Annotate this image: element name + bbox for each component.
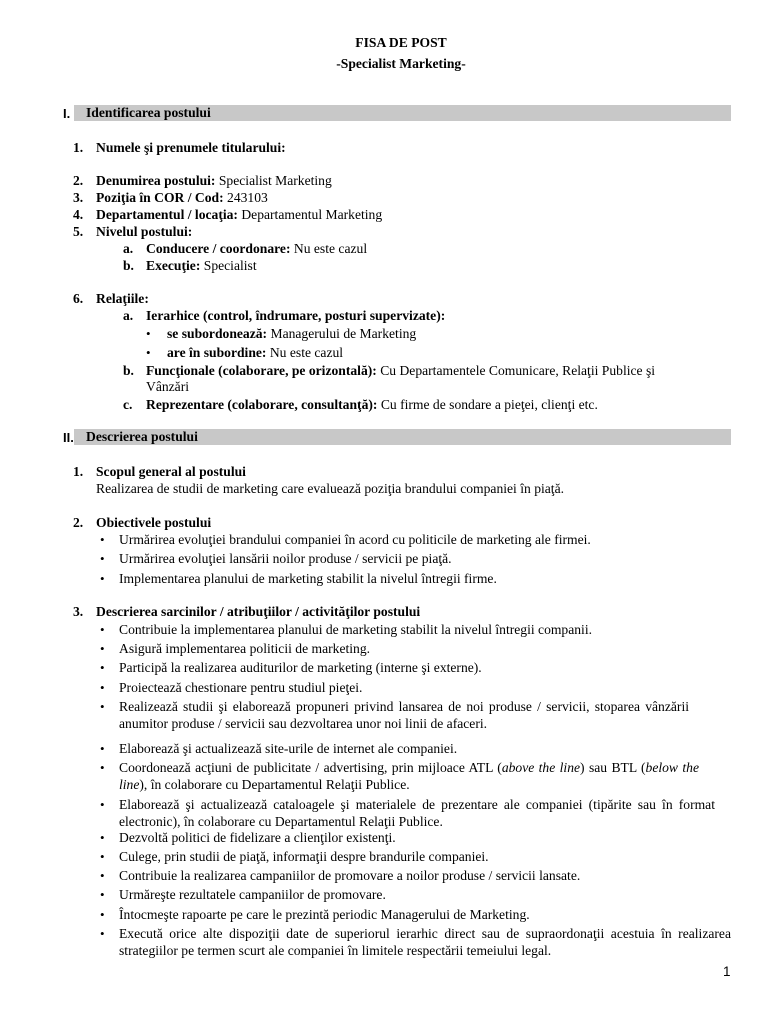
item-4 [96,206,382,223]
item-3-value: 243103 [223,190,268,205]
bullet-icon: • [100,680,105,695]
item-2-number: 2. [73,173,84,188]
sarcina-item: Întocmeşte rapoarte pe care le prezintă periodic Managerului de Marketing. [119,907,530,922]
bullet-icon: • [100,830,105,845]
section-2-number: II. [63,430,74,445]
sarcina-text: ), în colaborare cu Departamentul Relaţii Publice. [139,777,410,792]
sarcina-item: Elaborează şi actualizează cataloagele şi materialele de prezentare ale companiei (tipărite sau în format electronic), în colaborare cu Departamentul Relaţii Publice. [119,797,715,829]
sarcina-text-italic: below the line [119,760,699,792]
scop-number: 1. [73,464,84,479]
document-title: FISA DE POST [355,35,447,50]
item-6b-value: Cu Departamentele Comunicare, Relaţii Publice şi [376,363,656,378]
sarcina-item: Realizează studii şi elaborează propuneri privind lansarea de noi produse / servicii, stoparea vânzării anumitor produse / servicii sau dezvoltarea unor noi linii de afaceri. [119,699,689,731]
bullet-icon: • [100,907,105,922]
item-6b [146,362,655,379]
item-6a-2 [167,344,343,361]
bullet-icon: • [100,622,105,637]
item-5-label: Nivelul postului: [96,224,193,239]
item-5b-letter: b. [123,258,134,273]
item-3-label: Poziţia în COR / Cod: [96,190,224,205]
item-4-label: Departamentul / locaţia: [96,207,238,222]
bullet-icon: • [100,926,105,941]
sarcina-item: Elaborează şi actualizează site-urile de internet ale companiei. [119,741,458,756]
sarcina-item: Dezvoltă politici de fidelizare a clienţilor existenţi. [119,830,396,845]
scop-label: Scopul general al postului [96,464,246,479]
item-6c-letter: c. [123,397,133,412]
sarcina-item [119,759,699,793]
item-6a-letter: a. [123,308,134,323]
sarcina-item: Execută orice alte dispoziţii date de superiorul ierarhic direct sau de supraordonaţii acestuia în realizarea strategiilor pe termen scurt ale companiei în limitele respectării temeiului legal. [119,926,731,958]
bullet-icon: • [100,660,105,675]
sarcina-item: Contribuie la implementarea planului de marketing stabilit la nivelul întregii companii. [119,622,593,637]
section-2-heading: Descrierea postului [86,429,198,444]
document-subtitle: -Specialist Marketing- [336,56,466,71]
item-5a-letter: a. [123,241,134,256]
item-6-label: Relaţiile: [96,291,149,306]
item-1-number: 1. [73,140,84,155]
sarcina-item: Participă la realizarea auditurilor de marketing (interne şi externe). [119,660,482,675]
item-2-value: Specialist Marketing [215,173,332,188]
bullet-icon: • [100,532,105,547]
item-2 [96,172,332,189]
sarcina-item: Culege, prin studii de piaţă, informaţii despre brandurile companiei. [119,849,489,864]
bullet-icon: • [100,641,105,656]
item-6a-2-label: are în subordine: [167,345,267,360]
scop-text: Realizarea de studii de marketing care evaluează poziţia brandului companiei în piaţă. [96,481,565,496]
obiectiv-item: Urmărirea evoluţiei brandului companiei în acord cu politicile de marketing ale firmei. [119,532,591,547]
sarcina-item: Urmăreşte rezultatele campaniilor de promovare. [119,887,386,902]
item-6b-letter: b. [123,363,134,378]
section-1-number: I. [63,106,71,121]
item-5-number: 5. [73,224,84,239]
bullet-icon: • [100,849,105,864]
sarcina-text: ) sau BTL ( [580,760,646,775]
item-6b-value-cont: Vânzări [146,379,190,394]
item-6a-1 [167,325,416,342]
sarcini-label: Descrierea sarcinilor / atribuţiilor / activităţilor postului [96,604,421,619]
bullet-icon: • [100,571,105,586]
bullet-icon: • [100,797,105,812]
item-4-value: Departamentul Marketing [237,207,383,222]
item-3-number: 3. [73,190,84,205]
item-5b-value: Specialist [200,258,257,273]
item-6-number: 6. [73,291,84,306]
bullet-icon: • [100,868,105,883]
item-5a-label: Conducere / coordonare: [146,241,291,256]
page-number: 1 [723,964,731,979]
obiectiv-item: Urmărirea evoluţiei lansării noilor produse / servicii pe piaţă. [119,551,452,566]
item-6a-1-value: Managerului de Marketing [267,326,417,341]
obiectiv-item: Implementarea planului de marketing stabilit la nivelul întregii firme. [119,571,497,586]
sarcini-number: 3. [73,604,84,619]
item-6b-label: Funcţionale (colaborare, pe orizontală): [146,363,377,378]
item-6c-label: Reprezentare (colaborare, consultanţă): [146,397,378,412]
bullet-icon: • [100,887,105,902]
sarcina-text: Coordonează acţiuni de publicitate / advertising, prin mijloace ATL ( [119,760,502,775]
item-5a-value: Nu este cazul [290,241,368,256]
obiective-label: Obiectivele postului [96,515,212,530]
sarcina-item: Asigură implementarea politicii de marketing. [119,641,371,656]
item-6a-2-value: Nu este cazul [266,345,344,360]
bullet-icon: • [100,741,105,756]
sarcina-text-italic: above the line [501,760,581,775]
bullet-icon: • [100,699,105,714]
sarcina-item: Contribuie la realizarea campaniilor de promovare a noilor produse / servicii lansate. [119,868,581,883]
bullet-icon: • [100,551,105,566]
item-5b-label: Execuţie: [146,258,201,273]
bullet-icon: • [146,326,151,341]
obiective-number: 2. [73,515,84,530]
item-6a-label: Ierarhice (control, îndrumare, posturi supervizate): [146,308,446,323]
item-2-label: Denumirea postului: [96,173,216,188]
sarcina-item: Proiectează chestionare pentru studiul pieţei. [119,680,363,695]
item-3 [96,189,268,206]
section-2-header [74,429,731,445]
section-1-header [74,105,731,121]
item-1-label: Numele şi prenumele titularului: [96,140,286,155]
bullet-icon: • [146,345,151,360]
item-5a [146,240,367,257]
item-4-number: 4. [73,207,84,222]
item-5b [146,257,257,274]
section-1-heading: Identificarea postului [86,105,211,120]
bullet-icon: • [100,760,105,775]
item-6c [146,396,598,413]
item-6c-value: Cu firme de sondare a pieţei, clienţi etc. [377,397,598,412]
item-6a-1-label: se subordonează: [167,326,268,341]
